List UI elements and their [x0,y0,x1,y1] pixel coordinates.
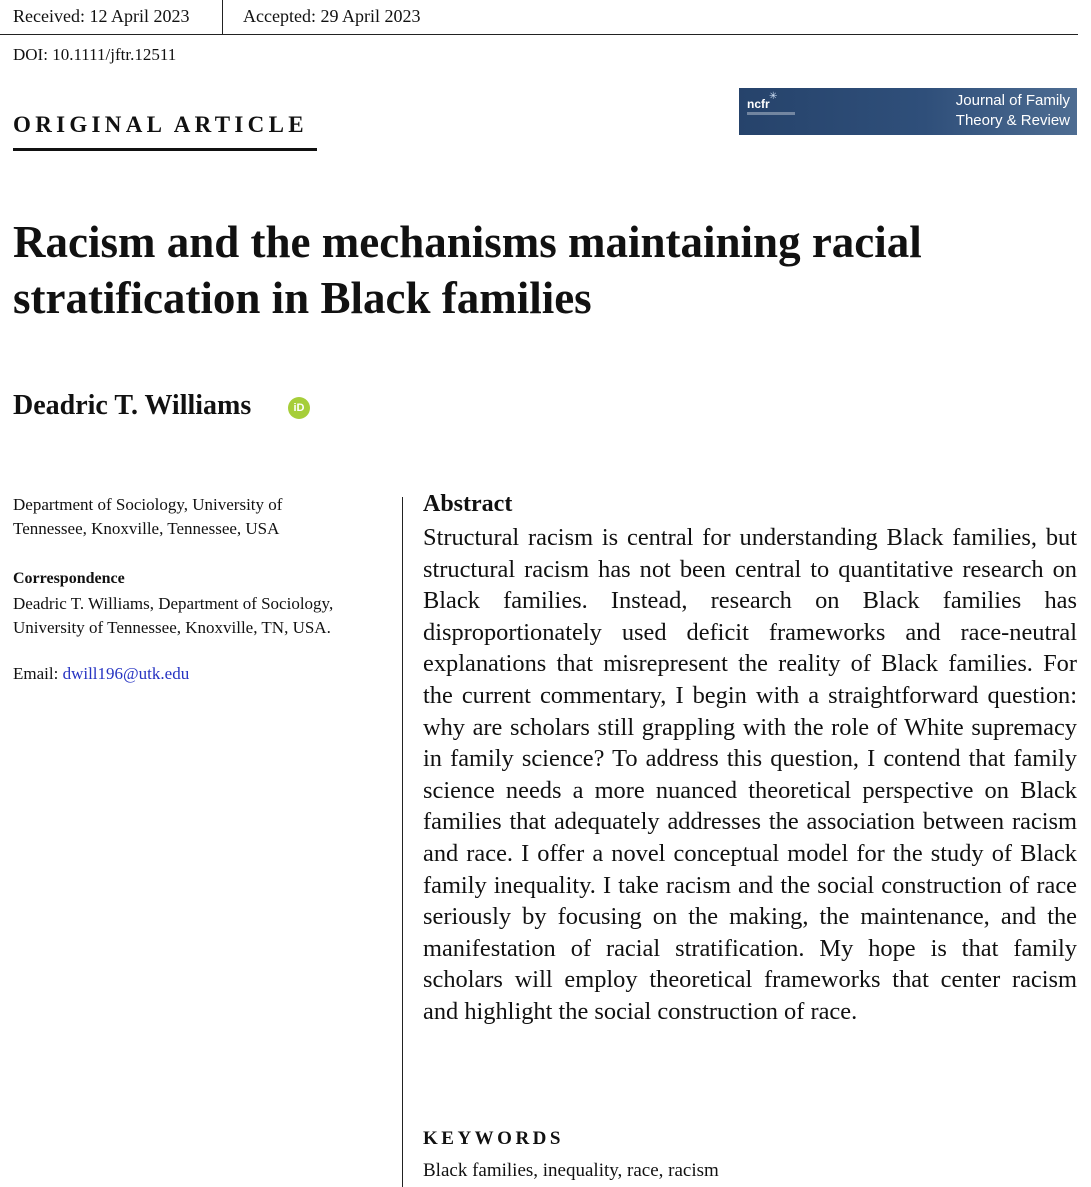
orcid-icon[interactable]: iD [288,397,310,419]
article-type-underline [13,148,317,151]
column-divider [402,497,403,1187]
keywords-heading: KEYWORDS [423,1128,564,1149]
email-label: Email: [13,664,63,683]
ncfr-logo: ncfr [747,97,770,111]
doi: DOI: 10.1111/jftr.12511 [13,45,177,64]
received-date: Received: 12 April 2023 [13,6,190,26]
correspondence-text: Deadric T. Williams, Department of Sociology, University of Tennessee, Knoxville, TN, USA. [13,594,334,637]
keywords-list: Black families, inequality, race, racism [423,1160,719,1181]
affiliation: Department of Sociology, University of Tennessee, Knoxville, Tennessee, USA [13,495,283,538]
email-line [13,664,189,684]
article-type: ORIGINAL ARTICLE [13,112,308,137]
correspondence-heading: Correspondence [13,570,125,587]
abstract-heading: Abstract [423,491,513,517]
journal-name [956,91,1070,131]
spark-icon: ✳ [769,91,778,102]
logo-divider [747,112,795,115]
accepted-date: Accepted: 29 April 2023 [243,6,421,26]
article-title: Racism and the mechanisms maintaining racial stratification in Black families [13,217,922,323]
author-name[interactable]: Deadric T. Williams [13,390,252,421]
header-rule [0,34,1078,35]
journal-name-line2: Theory & Review [955,112,1070,129]
journal-logo[interactable] [739,88,1077,135]
abstract-body: Structural racism is central for understanding Black families, but structural racism has not been central to quantitative research on Black families. Instead, research on Black families has disproportionately used deficit frameworks and race-neutral explanations that misrepresent the reality of Black families. For the current commentary, I begin with a straightforward question: why are scholars still grappling with the role of White supremacy in family science? To address this question, I contend that family science needs a more nuanced theoretical perspective on Black families that adequately addresses the association between racism and race. I offer a novel conceptual model for the study of Black family inequality. I take racism and the social construction of race seriously by focusing on the making, the maintenance, and the manifestation of racial stratification. My hope is that family scholars will employ theoretical frameworks that center racism and highlight the social construction of race. [423,524,1077,1025]
email-link[interactable]: dwill196@utk.edu [62,664,190,683]
journal-name-line1: Journal of Family [955,92,1070,109]
header-divider [222,0,223,34]
